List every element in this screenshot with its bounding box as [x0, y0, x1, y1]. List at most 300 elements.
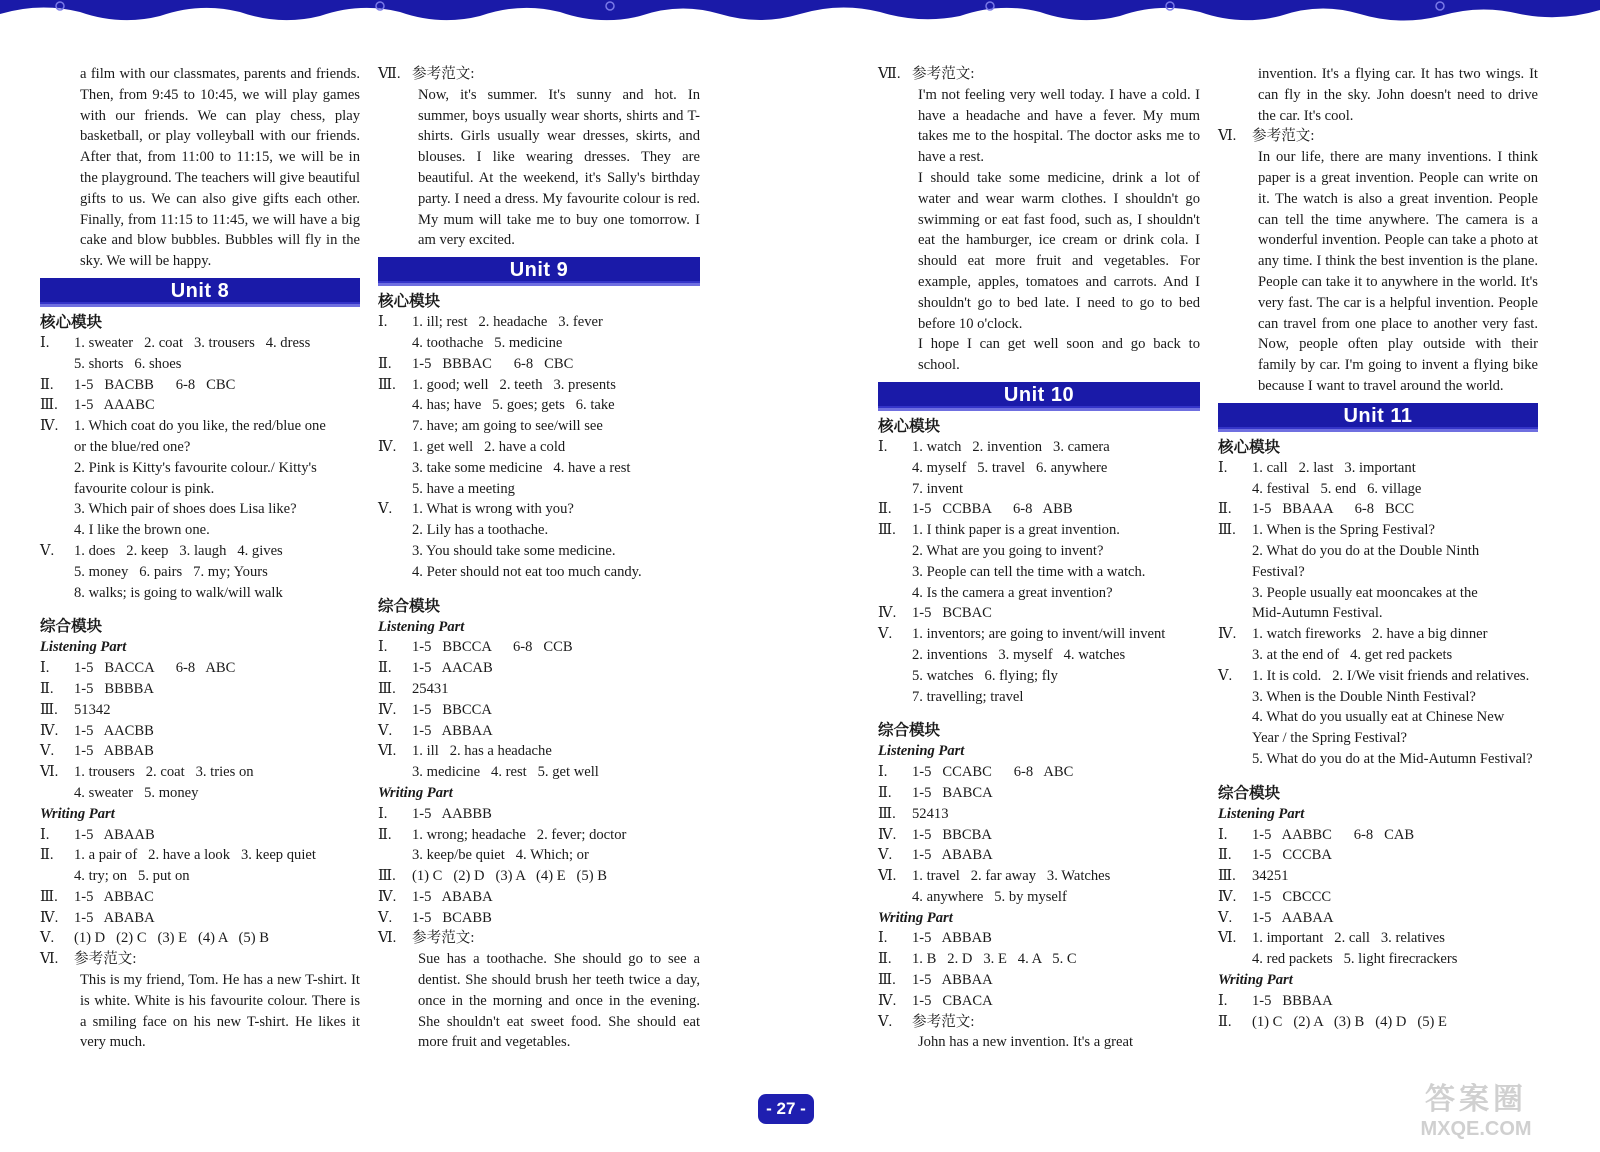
answer-line [378, 354, 700, 375]
answer-text: 1-5 AAABC [74, 397, 155, 414]
answer-text: 1. a pair of 2. have a look 3. keep quiet [74, 847, 316, 864]
answer-text: 1-5 ABBAC [74, 888, 154, 905]
answer-text: 1-5 BBCCA [412, 701, 492, 718]
item-number: Ⅴ. [40, 743, 55, 760]
sample-essay: Now, it's summer. It's sunny and hot. In summer, boys usually wear shorts, shirts and T-shirts. Girls usually wear dresses, skirts, and blouses. I like wearing dresses. They are beautiful. At the weekend, it's Sally's birthday party. I need a dress. My favourite colour is red. My mum will take me to buy one tomorrow. I am very excited. [418, 86, 700, 249]
item-number: Ⅳ. [878, 605, 897, 622]
item-number: Ⅳ. [878, 826, 897, 843]
answer-text: 1. What is wrong with you? [412, 501, 574, 518]
answer-text: 3. medicine 4. rest 5. get well [412, 764, 599, 781]
item-number: Ⅳ. [378, 888, 397, 905]
core-module-heading: 核心模块 [378, 292, 441, 311]
answer-text: 1. trousers 2. coat 3. tries on [74, 764, 254, 781]
answer-line [40, 333, 360, 354]
answer-text: 4. myself 5. travel 6. anywhere [912, 459, 1108, 476]
answer-line [1218, 928, 1538, 949]
answer-line [40, 416, 360, 437]
answer-line [1218, 645, 1538, 666]
answer-line [878, 866, 1200, 887]
item-number: Ⅲ. [1218, 868, 1236, 885]
item-number: Ⅴ. [378, 501, 393, 518]
item-number: Ⅱ. [378, 826, 392, 843]
sample-essay-heading: Ⅶ. 参考范文: [378, 66, 475, 82]
answer-line [1218, 728, 1538, 749]
answer-line [378, 395, 700, 416]
writing-part-heading: Writing Part [1218, 972, 1293, 989]
answer-text: 1. does 2. keep 3. laugh 4. gives [74, 542, 283, 559]
answer-line [1218, 666, 1538, 687]
answer-text: 1-5 BBCBA [912, 826, 992, 843]
answer-text: Festival? [1252, 563, 1305, 580]
answer-text: 参考范文: [912, 1013, 975, 1030]
answer-line [378, 520, 700, 541]
essay-paragraph-3: I hope I can get well soon and go back to school. [918, 336, 1200, 374]
answer-text: 1-5 AABBB [412, 805, 492, 822]
answer-line [878, 804, 1200, 825]
answer-text: 1-5 AABBC 6-8 CAB [1252, 826, 1415, 843]
answer-line [378, 375, 700, 396]
sample-essay: In our life, there are many inventions. I think paper is a great invention. People can write on it. The watch is also a great invention. People can tell the time anywhere. The camera is a wonderful invention. People can take a photo at any time. I think the best invention is the plane. People can take it to anywhere in the world. It's very fast. The car is a helpful invention. People can travel from one place to another very fast. Now, people often play outside with their family by car. I'm going to invent a flying bike because I want to travel around the world. [1258, 149, 1538, 394]
answer-line [40, 783, 360, 804]
answer-line [1218, 583, 1538, 604]
answer-text: 1-5 AACAB [412, 660, 493, 677]
core-answers [40, 333, 360, 603]
listening-answers [1218, 825, 1538, 971]
item-number: Ⅵ. [1218, 930, 1237, 947]
answer-line [878, 991, 1200, 1012]
item-number: Ⅰ. [40, 660, 50, 677]
answer-line [378, 804, 700, 825]
item-number: Ⅲ. [1218, 522, 1236, 539]
answer-text: Year / the Spring Festival? [1252, 730, 1407, 747]
item-number: Ⅰ. [878, 438, 888, 455]
answer-text: 8. walks; is going to walk/will walk [74, 584, 283, 601]
answer-text: 7. invent [912, 480, 964, 497]
item-number: Ⅴ. [1218, 909, 1233, 926]
writing-answers [378, 804, 700, 950]
answer-text: 1. wrong; headache 2. fever; doctor [412, 826, 627, 843]
answer-line [878, 687, 1200, 708]
answer-text: 参考范文: [412, 930, 475, 947]
answer-text: 2. inventions 3. myself 4. watches [912, 646, 1126, 663]
unit-10-heading: Unit 10 [878, 382, 1200, 411]
answer-line [40, 825, 360, 846]
comprehensive-module-heading: 综合模块 [378, 596, 441, 615]
answer-line [40, 520, 360, 541]
answer-line [378, 333, 700, 354]
unit-9-heading: Unit 9 [378, 257, 700, 286]
answer-line [40, 354, 360, 375]
answer-line [378, 479, 700, 500]
answer-line [1218, 562, 1538, 583]
answer-line [1218, 479, 1538, 500]
answer-text: 3. Which pair of shoes does Lisa like? [74, 501, 297, 518]
listening-answers [378, 637, 700, 783]
answer-text: 1. watch fireworks 2. have a big dinner [1252, 626, 1488, 643]
answer-text: 2. What do you do at the Double Ninth [1252, 542, 1480, 559]
item-number: Ⅱ. [378, 355, 392, 372]
answer-line [878, 583, 1200, 604]
sample-essay-2: Sue has a toothache. She should go to see a dentist. She should brush her teeth twice a day, once in the morning and once in the evening. She shouldn't eat sweet food. She should eat more fruit and vegetables. [418, 951, 700, 1051]
item-number: Ⅴ. [40, 930, 55, 947]
item-number: Ⅰ. [378, 314, 388, 331]
item-number: Ⅰ. [378, 639, 388, 656]
answer-text: 1-5 BBCCA 6-8 CCB [412, 639, 573, 656]
answer-text: 1. important 2. call 3. relatives [1252, 930, 1445, 947]
answer-text: 3. People can tell the time with a watch. [912, 563, 1146, 580]
listening-answers [878, 762, 1200, 908]
core-answers [878, 437, 1200, 707]
answer-line [1218, 825, 1538, 846]
item-number: Ⅱ. [1218, 847, 1232, 864]
answer-text: 2. Pink is Kitty's favourite colour./ Kitty's [74, 459, 317, 476]
answer-line [40, 949, 360, 970]
answer-text: or the blue/red one? [74, 438, 191, 455]
item-number: Ⅴ. [1218, 667, 1233, 684]
item-number: Ⅵ. [378, 743, 397, 760]
item-number: Ⅳ. [1218, 626, 1237, 643]
answer-line [40, 928, 360, 949]
item-number: Ⅲ. [40, 701, 58, 718]
answer-text: 1-5 AABAA [1252, 909, 1334, 926]
answer-line [878, 603, 1200, 624]
answer-text: 51342 [74, 701, 111, 718]
answer-line [378, 562, 700, 583]
sample-essay: This is my friend, Tom. He has a new T-shirt. It is white. White is his favourite colour. There is a smiling face on his new T-shirt. He likes it very much. [80, 972, 360, 1051]
item-number: Ⅳ. [40, 722, 59, 739]
answer-text: (1) C (2) A (3) B (4) D (5) E [1252, 1013, 1447, 1030]
answer-line [378, 700, 700, 721]
answer-text: 1-5 ABBAA [912, 972, 993, 989]
answer-line [40, 479, 360, 500]
answer-line [40, 375, 360, 396]
answer-text: 1. call 2. last 3. important [1252, 459, 1416, 476]
answer-line [878, 479, 1200, 500]
essay-paragraph-2: I should take some medicine, drink a lot of water and wear warm clothes. I shouldn't go swimming or eat fast food, such as, I shouldn't eat the hamburger, ice cream or drink cola. I should eat more fruit and vegetables. For example, apples, tomatoes and carrots. And I shouldn't go to bed late. I need to go to bed before 10 o'clock. [918, 169, 1200, 332]
answer-line [378, 762, 700, 783]
unit-11-heading: Unit 11 [1218, 403, 1538, 432]
answer-line [1218, 949, 1538, 970]
item-number: Ⅰ. [1218, 992, 1228, 1009]
core-module-heading: 核心模块 [1218, 437, 1281, 456]
answer-line [378, 458, 700, 479]
item-number: Ⅵ. [40, 951, 59, 968]
writing-answers [40, 825, 360, 971]
column-1 [40, 64, 360, 1053]
item-number: Ⅴ. [378, 722, 393, 739]
answer-line [40, 866, 360, 887]
item-number: Ⅱ. [878, 501, 892, 518]
answer-line [40, 458, 360, 479]
answer-line [1218, 845, 1538, 866]
answer-text: 1-5 BBBBA [74, 680, 154, 697]
listening-part-heading: Listening Part [1218, 805, 1305, 822]
top-decorative-band [0, 0, 1600, 26]
answer-line [878, 887, 1200, 908]
item-number: Ⅴ. [878, 1013, 893, 1030]
answer-text: 1. watch 2. invention 3. camera [912, 438, 1110, 455]
answer-line [378, 928, 700, 949]
answer-line [40, 762, 360, 783]
answer-line [378, 437, 700, 458]
answer-line [40, 562, 360, 583]
answer-line [878, 645, 1200, 666]
answer-line [878, 928, 1200, 949]
core-module-heading: 核心模块 [878, 416, 941, 435]
answer-line [378, 887, 700, 908]
answer-text: 1. Which coat do you like, the red/blue one [74, 418, 326, 435]
answer-text: 1. inventors; are going to invent/will invent [912, 626, 1166, 643]
wave-band [0, 0, 1600, 21]
answer-line [1218, 749, 1538, 770]
item-number: Ⅴ. [378, 909, 393, 926]
answer-line [1218, 908, 1538, 929]
writing-part-heading: Writing Part [878, 909, 953, 926]
item-number: Ⅳ. [378, 701, 397, 718]
answer-text: 1-5 ABBAB [912, 930, 992, 947]
unit-8-heading: Unit 8 [40, 278, 360, 307]
answer-text: 1-5 ABBAA [412, 722, 493, 739]
watermark: 答案圈 MXQE.COM [1420, 1083, 1532, 1140]
answer-text: 3. People usually eat mooncakes at the [1252, 584, 1478, 601]
item-number: Ⅴ. [878, 847, 893, 864]
answer-text: 1. get well 2. have a cold [412, 438, 566, 455]
item-number: Ⅱ. [40, 847, 54, 864]
item-number: Ⅱ. [378, 660, 392, 677]
sample-essay-heading: Ⅵ. 参考范文: [1218, 128, 1315, 145]
answer-text: 1. When is the Spring Festival? [1252, 522, 1435, 539]
writing-answers [878, 928, 1200, 1032]
answer-line [378, 499, 700, 520]
item-number: Ⅲ. [40, 397, 58, 414]
answer-text: 4. toothache 5. medicine [412, 334, 563, 351]
item-number: Ⅱ. [878, 784, 892, 801]
answer-line [40, 845, 360, 866]
item-number: Ⅰ. [40, 826, 50, 843]
answer-text: 1-5 AACBB [74, 722, 154, 739]
answer-text: 3. You should take some medicine. [412, 542, 616, 559]
answer-text: 25431 [412, 680, 449, 697]
answer-line [878, 562, 1200, 583]
answer-text: 1-5 BACBB 6-8 CBC [74, 376, 236, 393]
answer-line [1218, 707, 1538, 728]
answer-text: favourite colour is pink. [74, 480, 215, 497]
item-number: Ⅰ. [378, 805, 388, 822]
answer-text: 4. Is the camera a great invention? [912, 584, 1113, 601]
answer-text: 1-5 BCBAC [912, 605, 992, 622]
answer-line [878, 541, 1200, 562]
answer-text: 5. watches 6. flying; fly [912, 667, 1058, 684]
essay-continuation: invention. It's a flying car. It has two wings. It can fly in the sky. John doesn't need to drive the car. It's cool. [1258, 66, 1538, 124]
item-number: Ⅵ. [378, 930, 397, 947]
answer-text: 3. take some medicine 4. have a rest [412, 459, 631, 476]
item-number: Ⅳ. [1218, 888, 1237, 905]
answer-text: 1-5 CBACA [912, 992, 993, 1009]
answer-text: 4. festival 5. end 6. village [1252, 480, 1422, 497]
item-number: Ⅵ. [878, 868, 897, 885]
answer-line [878, 845, 1200, 866]
answer-text: 1. travel 2. far away 3. Watches [912, 868, 1111, 885]
answer-text: 5. money 6. pairs 7. my; Yours [74, 563, 268, 580]
answer-line [40, 395, 360, 416]
answer-line [40, 658, 360, 679]
item-number: Ⅵ. [40, 764, 59, 781]
comprehensive-module-heading: 综合模块 [1218, 783, 1281, 802]
answer-text: 1-5 BACCA 6-8 ABC [74, 660, 236, 677]
answer-line [1218, 991, 1538, 1012]
answer-text: 4. I like the brown one. [74, 522, 210, 539]
column-3 [878, 64, 1200, 1053]
answer-text: 1. B 2. D 3. E 4. A 5. C [912, 951, 1077, 968]
answer-line [1218, 1012, 1538, 1033]
answer-line [378, 845, 700, 866]
answer-text: 1-5 CCBBA 6-8 ABB [912, 501, 1073, 518]
item-number: Ⅲ. [878, 805, 896, 822]
answer-line [878, 458, 1200, 479]
answer-text: 4. sweater 5. money [74, 784, 199, 801]
answer-line [1218, 866, 1538, 887]
answer-text: 3. at the end of 4. get red packets [1252, 646, 1453, 663]
item-number: Ⅴ. [878, 626, 893, 643]
answer-line [40, 721, 360, 742]
answer-text: Mid-Autumn Festival. [1252, 605, 1383, 622]
answer-line [40, 437, 360, 458]
answer-text: 3. When is the Double Ninth Festival? [1252, 688, 1476, 705]
answer-line [378, 658, 700, 679]
answer-line [40, 908, 360, 929]
comprehensive-module-heading: 综合模块 [40, 617, 103, 636]
answer-text: 1-5 ABABA [912, 847, 993, 864]
answer-text: 1-5 BCABB [412, 909, 492, 926]
answer-line [878, 624, 1200, 645]
answer-line [378, 908, 700, 929]
answer-line [1218, 458, 1538, 479]
answer-line [878, 783, 1200, 804]
answer-line [378, 679, 700, 700]
answer-line [1218, 624, 1538, 645]
answer-line [1218, 603, 1538, 624]
answer-text: 3. keep/be quiet 4. Which; or [412, 847, 589, 864]
essay-continuation: a film with our classmates, parents and friends. Then, from 9:45 to 10:45, we will play games with our friends. We can play chess, play basketball, or play volleyball with our friends. After that, from 11:00 to 11:15, we will be in the playground. The teachers will give beautiful gifts to us. We can also give gifts each other. Finally, from 11:15 to 11:45, we will have a big cake and blow bubbles. Bubbles will fly in the sky. We will be happy. [80, 66, 360, 270]
item-number: Ⅳ. [40, 418, 59, 435]
answer-text: 5. have a meeting [412, 480, 515, 497]
answer-line [378, 721, 700, 742]
page-number: - 27 - [758, 1094, 814, 1124]
item-number: Ⅰ. [1218, 459, 1228, 476]
answer-text: 4. has; have 5. goes; gets 6. take [412, 397, 615, 414]
item-number: Ⅲ. [378, 868, 396, 885]
answer-line [40, 700, 360, 721]
column-4 [1218, 64, 1538, 1032]
item-number: Ⅴ. [40, 542, 55, 559]
listening-part-heading: Listening Part [878, 743, 965, 760]
item-number: Ⅱ. [878, 951, 892, 968]
answer-line [1218, 687, 1538, 708]
answer-line [378, 637, 700, 658]
core-module-heading: 核心模块 [40, 312, 103, 331]
answer-text: 1-5 BABCA [912, 784, 993, 801]
answer-text: 4. Peter should not eat too much candy. [412, 563, 642, 580]
answer-line [40, 741, 360, 762]
item-number: Ⅲ. [40, 888, 58, 905]
answer-text: 2. Lily has a toothache. [412, 522, 549, 539]
item-number: Ⅱ. [1218, 1013, 1232, 1030]
writing-answers [1218, 991, 1538, 1033]
answer-text: 2. What are you going to invent? [912, 542, 1104, 559]
answer-text: 1. good; well 2. teeth 3. presents [412, 376, 616, 393]
item-number: Ⅱ. [40, 376, 54, 393]
answer-line [1218, 520, 1538, 541]
answer-text: 1. ill; rest 2. headache 3. fever [412, 314, 603, 331]
answer-text: 7. travelling; travel [912, 688, 1024, 705]
essay-paragraph-1: I'm not feeling very well today. I have a cold. I have a headache and have a fever. My mum takes me to the hospital. The doctor asks me to have a rest. [918, 86, 1200, 166]
answer-text: 4. red packets 5. light firecrackers [1252, 951, 1458, 968]
answer-line [878, 825, 1200, 846]
answer-text: 7. have; am going to see/will see [412, 418, 603, 435]
answer-text: 1. sweater 2. coat 3. trousers 4. dress [74, 334, 311, 351]
answer-text: 1. It is cold. 2. I/We visit friends and relatives. [1252, 667, 1530, 684]
comprehensive-module-heading: 综合模块 [878, 721, 941, 740]
listening-part-heading: Listening Part [40, 639, 127, 656]
item-number: Ⅲ. [378, 680, 396, 697]
item-number: Ⅰ. [878, 764, 888, 781]
writing-part-heading: Writing Part [378, 784, 453, 801]
answer-line [878, 499, 1200, 520]
answer-line [40, 541, 360, 562]
answer-line [40, 499, 360, 520]
answer-line [40, 679, 360, 700]
item-number: Ⅱ. [40, 680, 54, 697]
answer-line [878, 762, 1200, 783]
column-2 [378, 64, 700, 1053]
answer-line [378, 741, 700, 762]
answer-line [878, 520, 1200, 541]
answer-text: 5. What do you do at the Mid-Autumn Festival? [1252, 750, 1533, 767]
answer-text: 1-5 ABABA [74, 909, 155, 926]
sample-essay-heading: Ⅶ. 参考范文: [878, 66, 975, 82]
answer-text: 5. shorts 6. shoes [74, 355, 182, 372]
answer-text: 34251 [1252, 868, 1289, 885]
essay-start: John has a new invention. It's a great [918, 1034, 1133, 1051]
listening-part-heading: Listening Part [378, 618, 465, 635]
item-number: Ⅳ. [878, 992, 897, 1009]
answer-text: 4. anywhere 5. by myself [912, 888, 1067, 905]
item-number: Ⅲ. [878, 972, 896, 989]
item-number: Ⅱ. [1218, 501, 1232, 518]
answer-text: 1-5 ABABA [412, 888, 493, 905]
answer-line [878, 1012, 1200, 1033]
answer-text: 1-5 CCCBA [1252, 847, 1332, 864]
answer-text: 4. try; on 5. put on [74, 868, 190, 885]
core-answers [378, 312, 700, 582]
answer-text: 1-5 CCABC 6-8 ABC [912, 764, 1074, 781]
answer-line [378, 416, 700, 437]
item-number: Ⅰ. [878, 930, 888, 947]
answer-text: 52413 [912, 805, 949, 822]
answer-text: 1-5 CBCCC [1252, 888, 1332, 905]
answer-text: 1-5 ABAAB [74, 826, 155, 843]
item-number: Ⅳ. [378, 438, 397, 455]
answer-line [878, 437, 1200, 458]
core-answers [1218, 458, 1538, 770]
answer-line [40, 887, 360, 908]
answer-text: (1) C (2) D (3) A (4) E (5) B [412, 868, 607, 885]
answer-line [378, 866, 700, 887]
item-number: Ⅲ. [878, 522, 896, 539]
answer-line [878, 970, 1200, 991]
answer-line [1218, 499, 1538, 520]
answer-text: (1) D (2) C (3) E (4) A (5) B [74, 930, 269, 947]
